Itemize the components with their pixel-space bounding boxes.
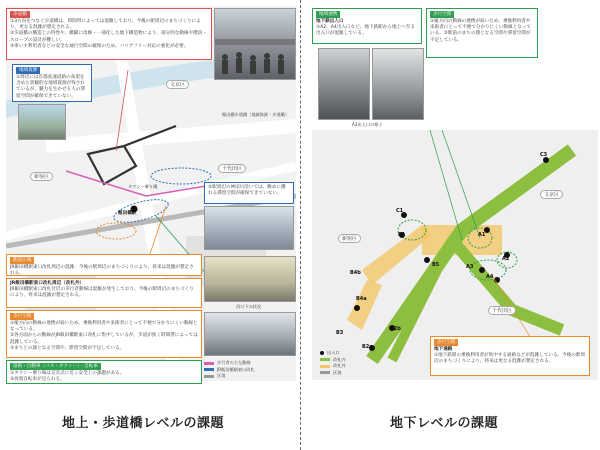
jr-east-exit-heading: JR飯田橋駅東口改札周辺（改札外） [10, 281, 85, 286]
traffic-note [6, 360, 202, 384]
traffic-item-1: ①タクシー乗り場は交差点に近く安全上の課題がある。 [10, 371, 125, 376]
callout-line [442, 130, 480, 238]
plaza-text: JR飯田橋駅東口改札周辺の混雑：今後の駅周辺のまちづくりにより、将来は混雑が想定される。 [10, 265, 194, 277]
exit-label-c3: C3 [540, 152, 548, 158]
landscape-note [12, 64, 92, 102]
district-bunkyo-right: 文京区 [540, 190, 563, 199]
kanda-river-note [204, 182, 294, 204]
kanda-photo [204, 206, 294, 250]
pedestrian-item-2: ②各方面からの動線がJR飯田橋駅東口改札に集中しているが、歩道が狭く時間帯によっては混雑している。 [10, 333, 198, 345]
exit-label-b4b: B4b [350, 270, 361, 276]
landscape-text: ①周辺には首都高速道路の高架を含めた景観的な地域資源が残されているが、魅力を生かせる人の滞留空間が確保できていない。 [16, 75, 85, 99]
legend-item: 区境 [320, 370, 410, 377]
exit-photo-caption: A2出入口の様子 [352, 122, 383, 127]
exit-label-b3: B3 [336, 330, 344, 336]
pedestrian-item-1: ①縦方向の動線の連携が弱いため、乗換利用者や来街者にとって不便で分かりにくい動線となっている。 [10, 321, 198, 333]
left-footer-title: 地上・歩道橋レベルの課題 [62, 416, 225, 431]
exit-photo-right [372, 48, 424, 120]
exit-label-b4a: B4a [356, 296, 367, 302]
exit-label-b2b: B2b [390, 326, 401, 332]
exit-label-b5: B5 [432, 262, 440, 268]
station-label: 飯田橋駅 [118, 211, 137, 216]
legend-item: 出入口 [320, 350, 410, 357]
landscape-tag: 地域資源 [16, 67, 40, 74]
plaza-tag: 駅前広場 [10, 257, 34, 264]
concourse [347, 280, 382, 330]
left-legend [204, 360, 296, 380]
right-legend [320, 350, 410, 376]
underground-exit-text: ①A2、A4出入口など、地下鉄駅から地上へ至る出入口が混雑している。 [316, 25, 415, 37]
walkway-item-1: ①3方向をつなぐ歩道橋は、時間帯によっては混雑しており、今後の駅周辺のまちづくりにより、更なる混雑が想定される。 [10, 19, 201, 31]
traffic-item-2: ②放置自転車が見られる。 [10, 377, 65, 383]
underground-exit-heading: 地下鉄出入口 [316, 19, 344, 24]
walk-space-note [426, 8, 538, 58]
exit-photo-left [318, 48, 370, 120]
exit-label-a1: A1 [478, 232, 486, 238]
exit-label-b1: B1 [398, 232, 406, 238]
traffic-tag: 道路・自動車（バス・タクシー）・自転車 [10, 363, 101, 370]
concourse-tag: 歩行空間 [434, 339, 458, 346]
concourse [362, 225, 432, 285]
exit-marker [479, 267, 485, 273]
right-footer-title: 地下レベルの課題 [390, 416, 499, 431]
taxi-label: タクシー乗り場 [128, 184, 158, 189]
exit-label-a4: A4 [486, 274, 494, 280]
bridge-photo-caption: 飯田橋歩道橋（地域資源・歩道橋） [222, 112, 290, 117]
exit-label-a3: A3 [466, 264, 474, 270]
district-chiyoda-left: 千代田区 [218, 164, 246, 173]
walk-space-tag: 歩行空間 [430, 11, 454, 18]
exit-marker [424, 257, 430, 263]
legend-item: JR飯田橋駅東口改札 [204, 367, 296, 374]
bridge-photo [214, 8, 296, 80]
west-exit-photo [204, 256, 296, 302]
panel-divider [300, 0, 301, 450]
pedestrian-space-note [6, 310, 202, 358]
exit-label-b2a: B2a [362, 344, 373, 350]
pedestrian-flow-area [151, 168, 211, 184]
walkway-issue-note [6, 8, 212, 60]
concourse-text: ①地下鉄間の乗換利用者が集中する通路などが混雑している。今後の駅周辺のまちづくりにより、将来は更なる混雑が想定される。 [434, 353, 586, 365]
jr-east-gate-photo [204, 312, 296, 356]
jr-east-exit-note [6, 278, 202, 308]
underground-exit-tag: 地域連携 [316, 11, 340, 18]
walkway-item-3: ③車いす利用者などの安全な通行空間の確保のため、バリアフリー対応の強化が必要。 [10, 43, 189, 49]
legend-item: 改札外 [320, 363, 410, 370]
walkway-bridge [88, 146, 136, 184]
pedestrian-tag: 歩行空間 [10, 313, 34, 320]
walkway-tag: 歩道橋 [10, 11, 30, 18]
district-bunkyo-left: 文京区 [166, 80, 189, 89]
concourse-note [430, 336, 590, 376]
west-exit-caption: 西口下の状況 [236, 304, 262, 309]
kanda-text: ⑤駅周辺の神田川沿いでは、眺めに優れる滞留空間が確保できていない。 [208, 185, 286, 197]
river-photo [18, 104, 66, 140]
walkway-item-2: ②歩道橋の構造上の特性や、橋脚に改修・一部化した地下構造物により、部分的な動線や階段・スロープの設計が難しい。 [10, 31, 207, 43]
exit-label-c1: C1 [396, 208, 404, 214]
pedestrian-item-3: ③まちとの顔となる空間や、滞留空間が不足している。 [10, 345, 125, 351]
plaza-note [6, 254, 202, 276]
concourse-heading: 地下通路 [434, 347, 453, 352]
legend-item: 歩行者の主な動線 [204, 360, 296, 367]
district-shinjuku-left: 新宿区 [30, 172, 53, 181]
district-shinjuku-right: 新宿区 [338, 234, 361, 243]
bridge-photo-crowd [215, 9, 295, 79]
district-chiyoda-right: 千代田区 [488, 306, 516, 315]
jr-east-exit-text: JR飯田橋駅東口改札付近の歩行者動線は混雑が発生しており、今後の駅周辺のまちづくりにより、将来は混雑が想定される。 [10, 287, 194, 299]
walk-space-text: ①縦方向の動線の連携が弱いため、乗換利用者や来街者にとって不便で分かりにくい動線となっている。②駅前のまちの顔となる空間や滞留空間が不足している。 [430, 19, 531, 43]
callout-line [430, 130, 462, 240]
exit-label-a2: A2 [502, 256, 510, 262]
underground-exit-note [312, 8, 422, 44]
legend-item: 区境 [204, 373, 296, 380]
exit-marker [354, 305, 360, 311]
legend-item: 改札内 [320, 357, 410, 364]
